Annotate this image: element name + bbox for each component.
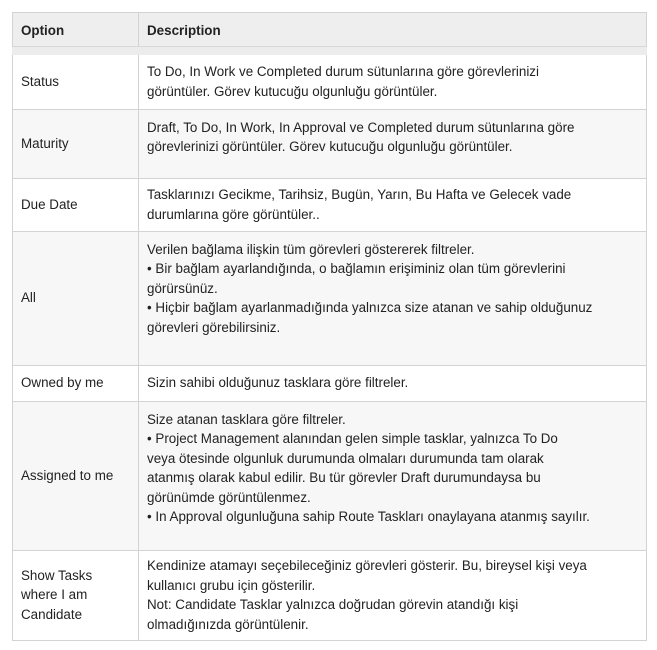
table-row-show-tasks-candidate: [13, 550, 647, 640]
table-row-due-date: [13, 178, 647, 231]
option-line: where I am: [21, 587, 88, 603]
description-line: görünümde görüntülenmez.: [147, 489, 311, 505]
table-row-assigned-to-me: [13, 401, 647, 550]
description-line: durumlarına göre görüntüler..: [147, 206, 320, 222]
description-line: To Do, In Work ve Completed durum sütunlarına göre görevlerinizi: [147, 64, 539, 80]
option-cell: Due Date: [13, 178, 139, 231]
description-line: Tasklarınızı Gecikme, Tarihsiz, Bugün, Yarın, Bu Hafta ve Gelecek vade: [147, 187, 572, 202]
header-option: Option: [13, 13, 139, 52]
description-cell: [139, 51, 647, 109]
option-cell: Maturity: [13, 109, 139, 178]
description-line: görevleri görebilirsiniz.: [147, 319, 281, 335]
description-line: atanmış olarak kabul edilir. Bu tür görevler Draft durumundaysa bu: [147, 470, 541, 485]
description-line: Verilen bağlama ilişkin tüm görevleri göstererek filtreler.: [147, 241, 475, 257]
description-line: Sizin sahibi olduğunuz tasklara göre filtreler.: [147, 375, 409, 391]
table-header-row: [13, 13, 647, 52]
description-line: Kendinize atamayı seçebileceğiniz görevleri gösterir. Bu, bireysel kişi veya: [147, 558, 587, 573]
description-line: veya ötesinde olgunluk durumunda olmaları durumunda tam olarak: [147, 450, 544, 466]
description-cell: [139, 231, 647, 365]
table-row-status: [13, 51, 647, 109]
description-line: kullanıcı grubu için gösterilir.: [147, 577, 316, 593]
description-line: • Project Management alanından gelen simple tasklar, yalnızca To Do: [147, 431, 558, 446]
description-cell: [139, 401, 647, 550]
description-line: • Bir bağlam ayarlandığında, o bağlamın erişiminiz olan tüm görevlerini: [147, 261, 566, 276]
option-line: Candidate: [21, 606, 83, 622]
description-line: görüntüler. Görev kutucuğu olgunluğu görüntüler.: [147, 83, 438, 99]
description-line: Not: Candidate Tasklar yalnızca doğrudan görevin atandığı kişi: [147, 597, 519, 612]
option-line: Show Tasks: [21, 567, 93, 583]
options-table: [12, 12, 647, 641]
description-line: görevlerinizi görüntüler. Görev kutucuğu olgunluğu görüntüler.: [147, 139, 513, 154]
table-row-maturity: [13, 109, 647, 178]
option-cell: [13, 550, 139, 640]
description-line: Size atanan tasklara göre filtreler.: [147, 411, 346, 427]
description-line: • Hiçbir bağlam ayarlanmadığında yalnızca size atanan ve sahip olduğunuz: [147, 300, 593, 315]
option-cell: Assigned to me: [13, 401, 139, 550]
description-line: • In Approval olgunluğuna sahip Route Taskları onaylayana atanmış sayılır.: [147, 509, 590, 524]
table-row-all: [13, 231, 647, 365]
option-cell: Owned by me: [13, 365, 139, 401]
table-row-owned-by-me: [13, 365, 647, 401]
description-line: olmadığınızda görüntülenir.: [147, 616, 309, 632]
description-cell: [139, 365, 647, 401]
description-line: görürsünüz.: [147, 280, 218, 296]
header-description: Description: [139, 13, 647, 52]
description-cell: [139, 550, 647, 640]
description-cell: [139, 109, 647, 178]
description-line: Draft, To Do, In Work, In Approval ve Completed durum sütunlarına göre: [147, 119, 575, 135]
option-cell: All: [13, 231, 139, 365]
description-cell: [139, 178, 647, 231]
option-cell: Status: [13, 51, 139, 109]
